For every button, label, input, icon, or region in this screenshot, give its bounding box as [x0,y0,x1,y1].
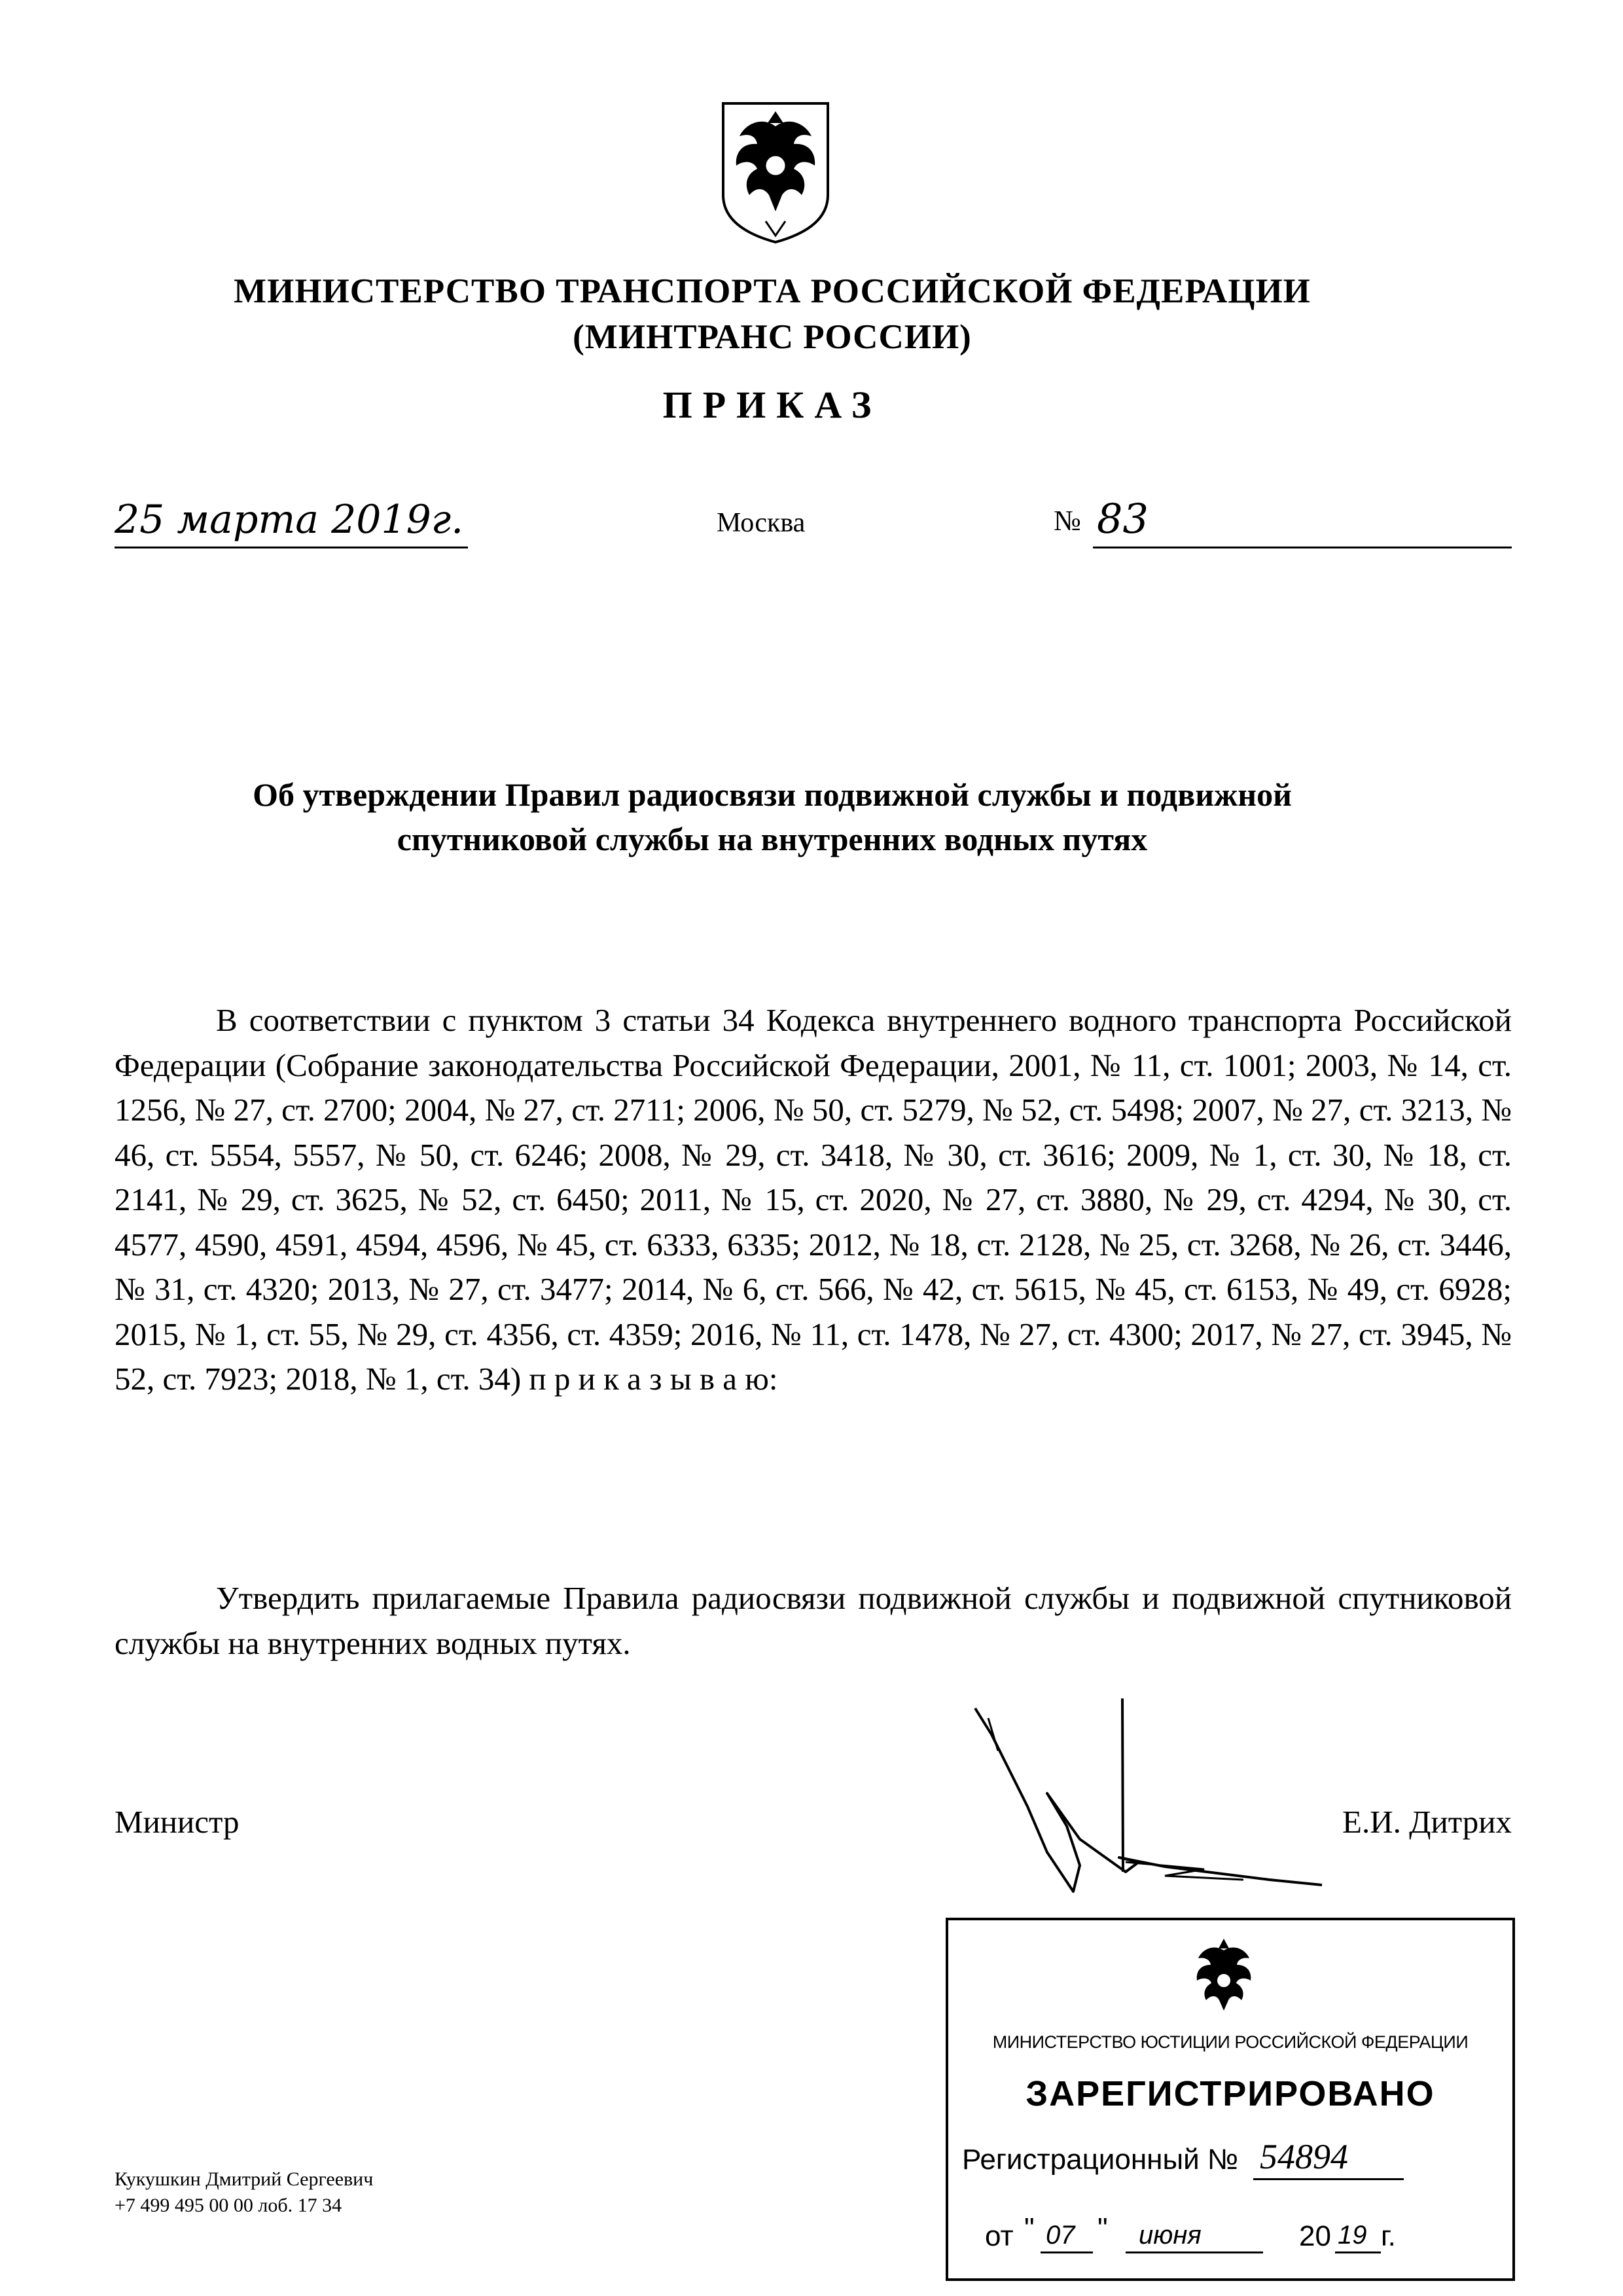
stamp-reg-label: Регистрационный № [962,2144,1239,2176]
ministry-line2: (МИНТРАНС РОССИИ) [573,318,972,356]
document-subject [164,772,1381,861]
stamp-day-field [1041,2212,1093,2253]
subject-line2: спутниковой службы на внутренних водных путях [397,821,1148,857]
basis-text: В соответствии с пунктом 3 статьи 34 Кодекса внутреннего водного транспорта Российской Федерации (Собрание законодательства Российской Федерации, 2001, № 11, ст. 1001; 2003, № 14, ст. 1256, № 27, ст. 2700; 2004, № 27, ст. 2711; 2006, № 50, ст. 5279, № 52, ст. 5498; 2007, № 27, ст. 3213, № 46, ст. 5554, 5557, № 50, ст. 6246; 2008, № 29, ст. 3418, № 30, ст. 3616; 2009, № 1, ст. 30, № 18, ст. 2141, № 29, ст. 3625, № 52, ст. 6450; 2011, № 15, ст. 2020, № 27, ст. 3880, № 29, ст. 4294, № 30, ст. 4577, 4590, 4591, 4594, 4596, № 45, ст. 6333, 6335; 2012, № 18, ст. 2128, № 25, ст. 3268, № 26, ст. 3446, № 31, ст. 4320; 2013, № 27, ст. 3477; 2014, № 6, ст. 566, № 42, ст. 5615, № 45, ст. 6153, № 49, ст. 6928; 2015, № 1, ст. 55, № 29, ст. 4356, ст. 4359; 2016, № 11, ст. 1478, № 27, ст. 4300; 2017, № 27, ст. 3945, № 52, ст. 7923; 2018, № 1, ст. 34) [115,1002,1512,1397]
stamp-quote-open: " [1024,2212,1035,2244]
stamp-coat-of-arms-icon [1181,1931,1266,2022]
basis-paragraph [115,998,1512,1402]
minister-position: Министр [115,1804,240,1840]
date-handwritten: 25 марта 2019г. [115,497,464,543]
stamp-year-end: г. [1381,2220,1396,2252]
contact-name: Кукушкин Дмитрий Сергеевич [115,2168,374,2190]
subject-line1: Об утверждении Правил радиосвязи подвижной службы и подвижной [253,776,1292,813]
stamp-month: июня [1139,2221,1202,2250]
approve-text: Утвердить прилагаемые Правила радиосвязи подвижной службы и подвижной спутниковой службы на внутренних водных путях. [115,1580,1512,1661]
stamp-month-field [1126,2212,1263,2253]
number-label: № [1054,505,1081,537]
date-field [115,494,468,548]
signature-icon [969,1695,1335,1898]
contact-block [115,2166,373,2219]
stamp-year-field [1335,2212,1381,2253]
stamp-reg-number: 54894 [1260,2137,1348,2176]
stamp-year-hand: 19 [1338,2221,1367,2250]
coat-of-arms-icon [710,97,841,247]
doc-type-heading: ПРИКАЗ [662,384,882,426]
stamp-ministry: МИНИСТЕРСТВО ЮСТИЦИИ РОССИЙСКОЙ ФЕДЕРАЦИИ [992,2032,1469,2052]
stamp-registered: ЗАРЕГИСТРИРОВАНО [1026,2074,1435,2113]
number-field [1093,494,1512,548]
stamp-reg-number-field [1253,2137,1404,2180]
stamp-from-label: от [985,2220,1014,2252]
stamp-day: 07 [1046,2221,1075,2250]
contact-phone: +7 499 495 00 00 лоб. 17 34 [115,2195,342,2216]
order-word: п р и к а з ы в а ю: [529,1361,778,1397]
stamp-date-row [985,2212,1508,2258]
number-handwritten: 83 [1097,495,1149,543]
ministry-line1: МИНИСТЕРСТВО ТРАНСПОРТА РОССИЙСКОЙ ФЕДЕРАЦИИ [234,272,1311,310]
city-label: Москва [717,508,806,538]
registration-stamp [946,1918,1522,2284]
ministry-title [131,268,1414,360]
stamp-year-prefix: 20 [1299,2220,1331,2252]
minister-name: Е.И. Дитрих [1342,1804,1512,1840]
stamp-quote-close: " [1097,2212,1108,2244]
approve-paragraph [115,1576,1512,1666]
